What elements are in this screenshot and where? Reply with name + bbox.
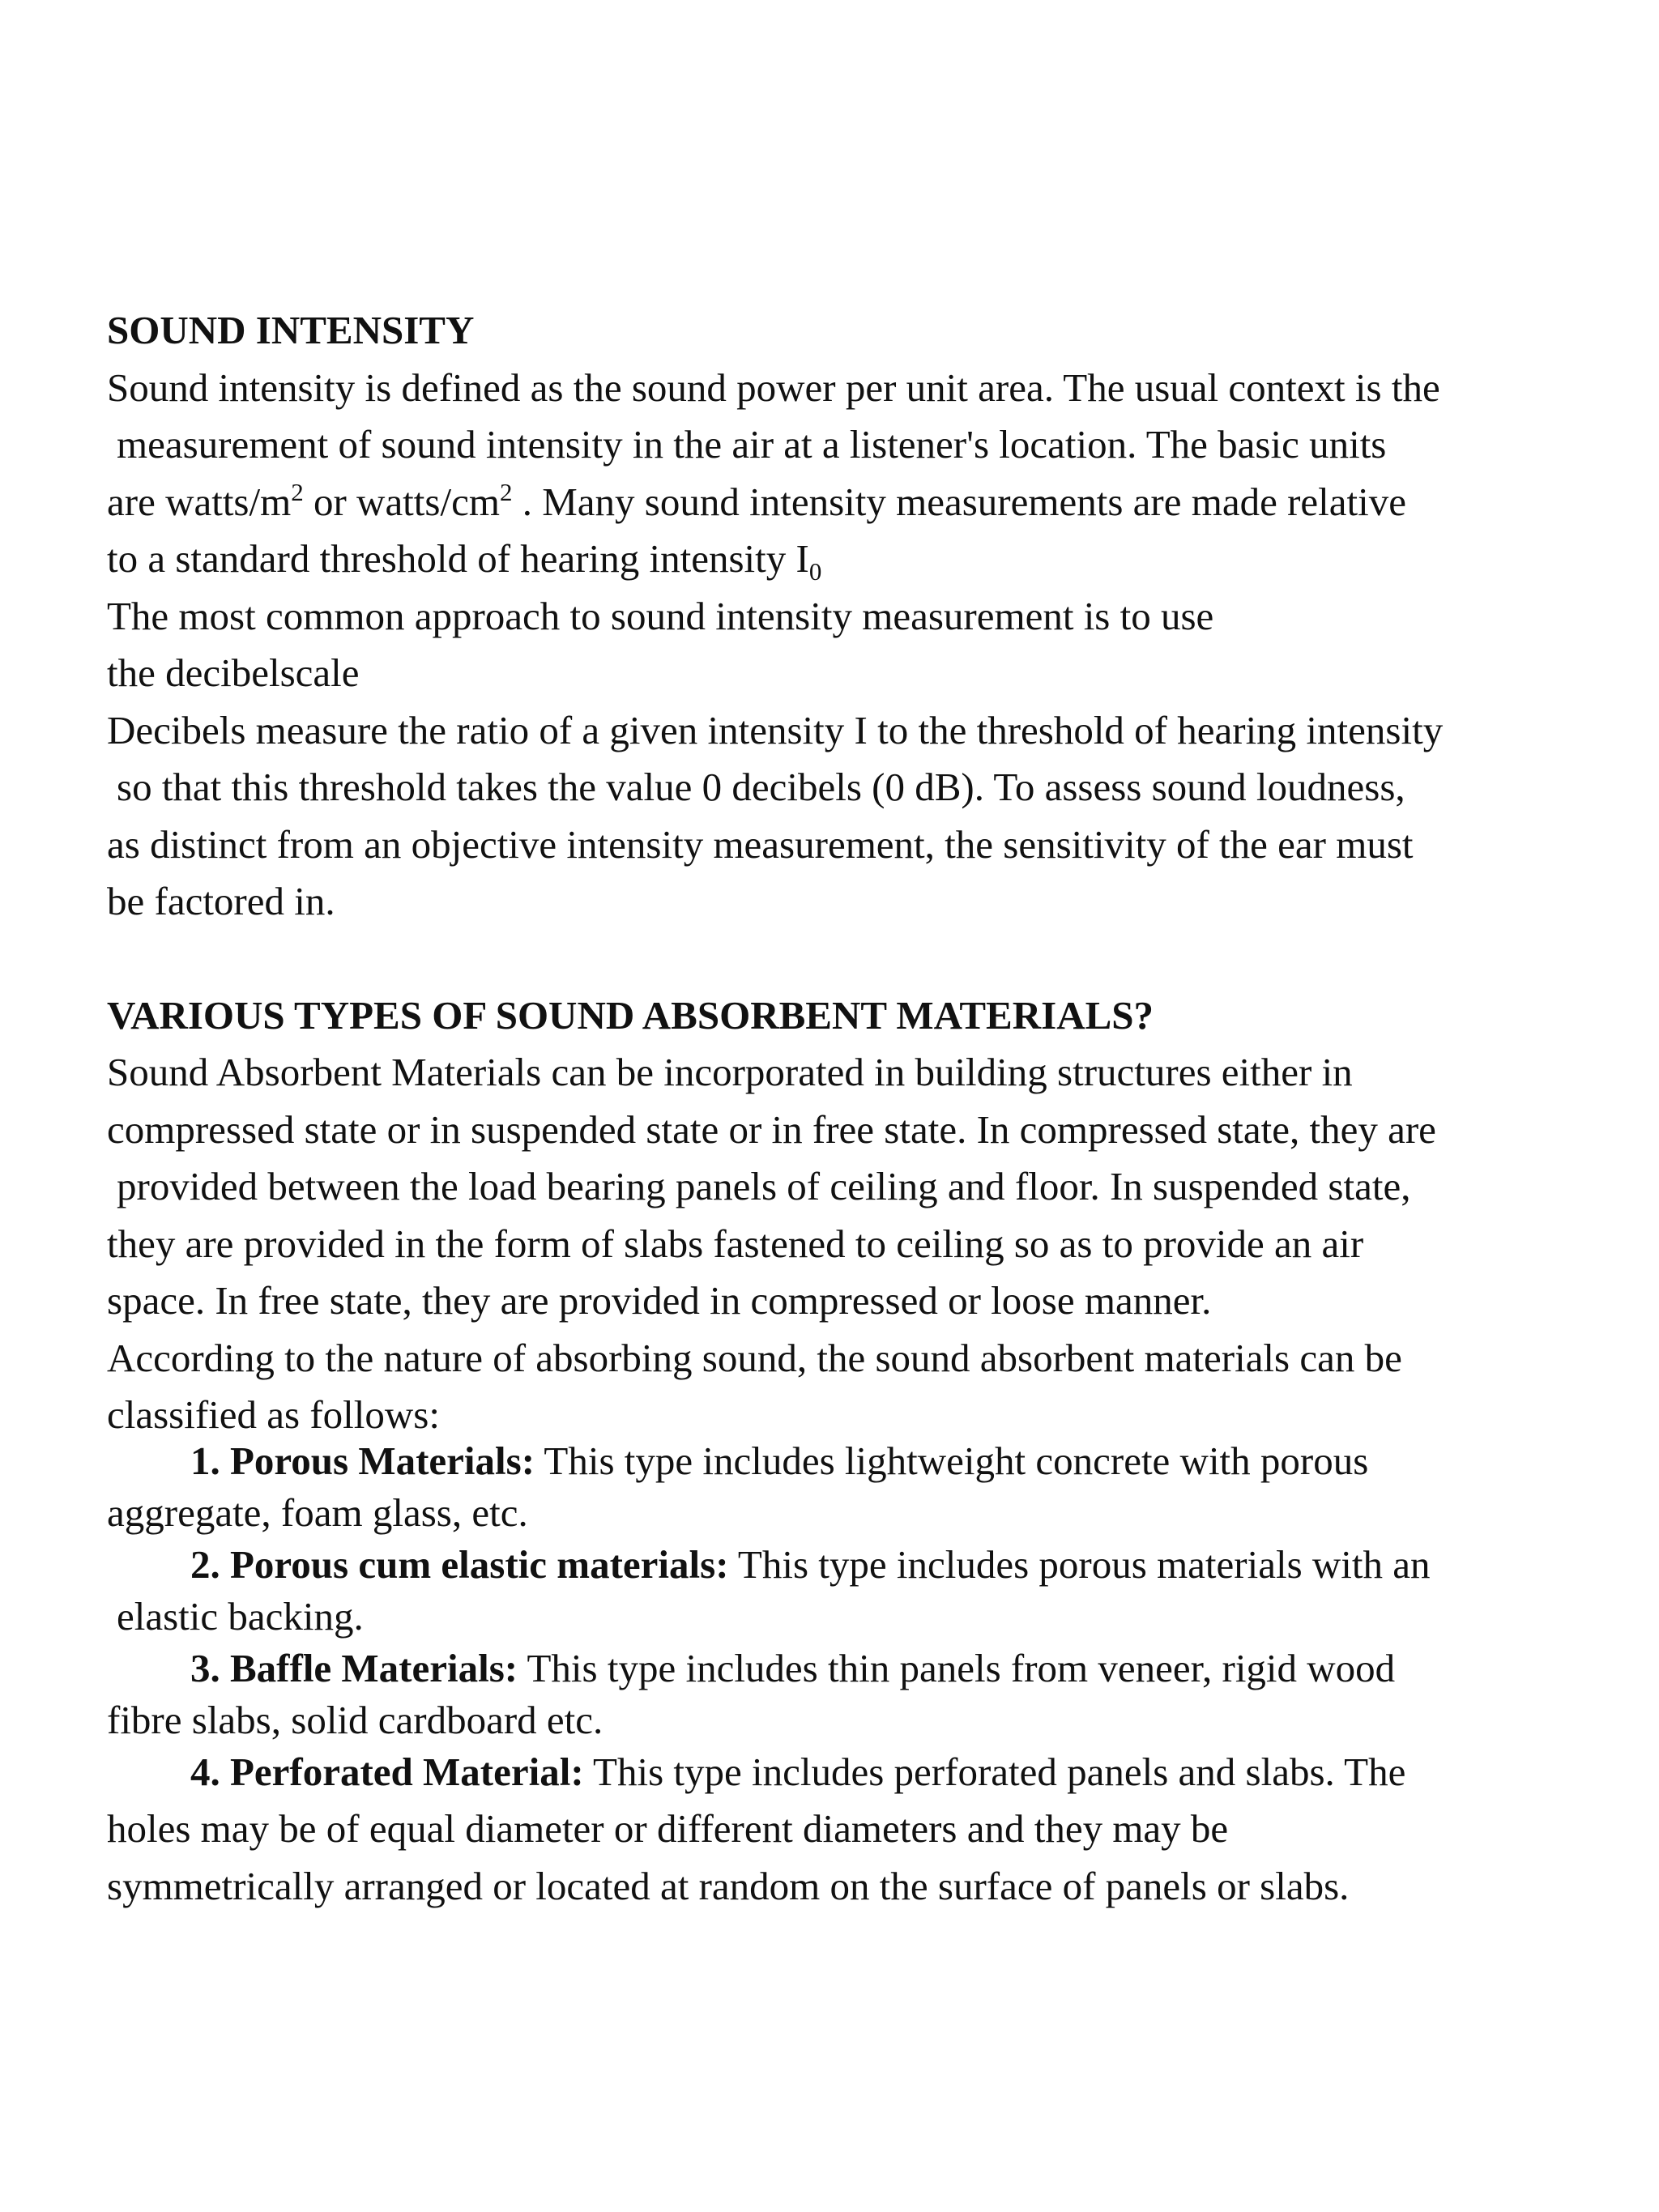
paragraph-line: compressed state or in suspended state or in free state. In compressed state, they are: [107, 1107, 1436, 1152]
paragraph-line: so that this threshold takes the value 0 decibels (0 dB). To assess sound loudness,: [117, 765, 1405, 809]
paragraph-line: as distinct from an objective intensity measurement, the sensitivity of the ear must: [107, 822, 1414, 867]
list-item-porous: [190, 1437, 1368, 1485]
list-item-continuation: aggregate, foam glass, etc.: [107, 1490, 528, 1535]
heading-sound-intensity: SOUND INTENSITY: [107, 308, 475, 352]
list-item-perforated: [190, 1748, 1405, 1796]
paragraph-line: measurement of sound intensity in the air at a listener's location. The basic units: [117, 422, 1387, 467]
text-fragment: to a standard threshold of hearing intensity I: [107, 536, 809, 581]
list-item-text: This type includes porous materials with an: [728, 1542, 1431, 1587]
list-item-continuation: fibre slabs, solid cardboard etc.: [107, 1698, 603, 1742]
paragraph-line: they are provided in the form of slabs fastened to ceiling so as to provide an air: [107, 1221, 1364, 1266]
list-item-text: This type includes lightweight concrete with porous: [535, 1438, 1369, 1483]
list-item-label: 1. Porous Materials:: [190, 1438, 535, 1483]
paragraph-line-threshold: [107, 535, 822, 586]
paragraph-line: space. In free state, they are provided in compressed or loose manner.: [107, 1278, 1212, 1323]
paragraph-line: Sound intensity is defined as the sound power per unit area. The usual context is the: [107, 365, 1440, 410]
paragraph-line: the decibelscale: [107, 650, 360, 695]
paragraph-line: The most common approach to sound intensity measurement is to use: [107, 594, 1214, 638]
paragraph-line: According to the nature of absorbing sound, the sound absorbent materials can be: [107, 1336, 1402, 1380]
paragraph-line: Sound Absorbent Materials can be incorporated in building structures either in: [107, 1050, 1353, 1094]
list-item-continuation: holes may be of equal diameter or different diameters and they may be: [107, 1806, 1229, 1851]
list-item-porous-elastic: [190, 1541, 1431, 1589]
list-item-label: 3. Baffle Materials:: [190, 1646, 518, 1690]
paragraph-line-units: [107, 478, 1406, 526]
list-item-text: This type includes thin panels from veneer, rigid wood: [518, 1646, 1396, 1690]
list-item-label: 2. Porous cum elastic materials:: [190, 1542, 729, 1587]
list-item-label: 4. Perforated Material:: [190, 1750, 584, 1794]
subscript: 0: [808, 557, 822, 586]
text-fragment: . Many sound intensity measurements are made relative: [512, 479, 1406, 524]
paragraph-line: Decibels measure the ratio of a given intensity I to the threshold of hearing intensity: [107, 708, 1444, 752]
list-item-baffle: [190, 1644, 1395, 1693]
list-item-text: This type includes perforated panels and slabs. The: [583, 1750, 1406, 1794]
superscript: 2: [499, 478, 513, 506]
list-item-continuation: elastic backing.: [117, 1594, 364, 1639]
list-item-continuation: symmetrically arranged or located at random on the surface of panels or slabs.: [107, 1864, 1350, 1908]
text-fragment: are watts/m: [107, 479, 292, 524]
text-fragment: or watts/cm: [303, 479, 500, 524]
paragraph-line: be factored in.: [107, 879, 335, 923]
paragraph-line: classified as follows:: [107, 1392, 440, 1437]
heading-sound-absorbent-materials: VARIOUS TYPES OF SOUND ABSORBENT MATERIALS?: [107, 993, 1154, 1038]
superscript: 2: [291, 478, 304, 506]
paragraph-line: provided between the load bearing panels of ceiling and floor. In suspended state,: [117, 1164, 1411, 1208]
